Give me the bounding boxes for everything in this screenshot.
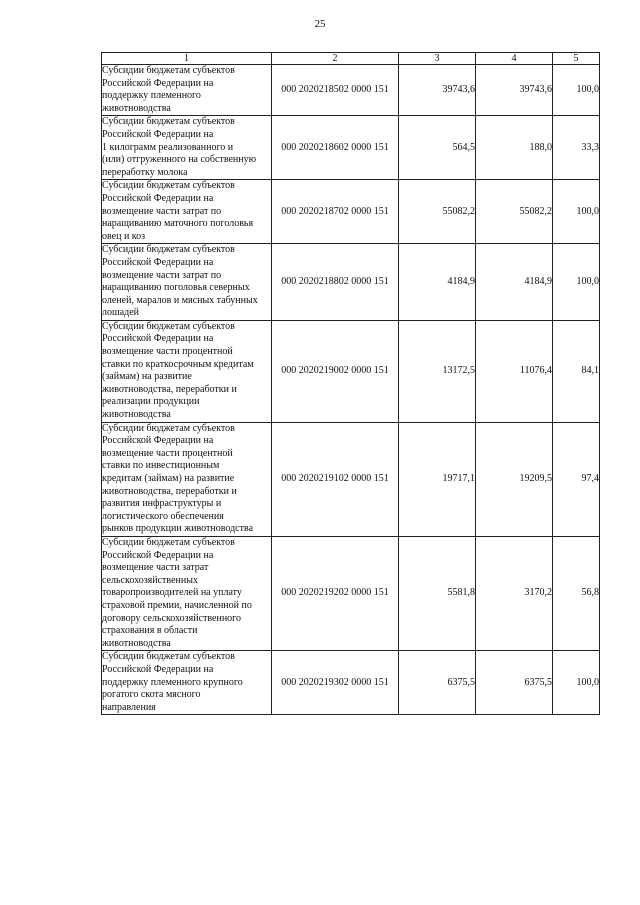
row-percent: 100,0 <box>553 244 600 321</box>
row-description: Субсидии бюджетам субъектов Российской Федерации на возмещение части затрат по наращиванию маточного поголовья овец и коз <box>102 180 272 244</box>
row-budget-code: 000 2020219302 0000 151 <box>272 651 399 715</box>
row-description: Субсидии бюджетам субъектов Российской Федерации на поддержку племенного животноводства <box>102 65 272 116</box>
row-budget-code: 000 2020218802 0000 151 <box>272 244 399 321</box>
row-percent: 56,8 <box>553 536 600 650</box>
row-value-col3: 19717,1 <box>399 422 476 536</box>
row-value-col4: 188,0 <box>476 116 553 180</box>
row-value-col4: 55082,2 <box>476 180 553 244</box>
row-description: Субсидии бюджетам субъектов Российской Федерации на возмещение части затрат по наращиванию поголовья северных оленей, маралов и мясных табунных лошадей <box>102 244 272 321</box>
row-budget-code: 000 2020218502 0000 151 <box>272 65 399 116</box>
row-value-col3: 5581,8 <box>399 536 476 650</box>
table-row <box>102 320 600 422</box>
row-description: Субсидии бюджетам субъектов Российской Федерации на возмещение части процентной ставки по инвестиционным кредитам (займам) на развитие животноводства, переработки и развития инфраструктуры и логистического обеспечения рынков продукции животноводства <box>102 422 272 536</box>
row-description: Субсидии бюджетам субъектов Российской Федерации на 1 килограмм реализованного и (или) отгруженного на собственную переработку молока <box>102 116 272 180</box>
row-value-col4: 6375,5 <box>476 651 553 715</box>
row-value-col4: 11076,4 <box>476 320 553 422</box>
header-col-2: 2 <box>272 53 399 65</box>
row-percent: 97,4 <box>553 422 600 536</box>
row-budget-code: 000 2020219102 0000 151 <box>272 422 399 536</box>
table-row <box>102 116 600 180</box>
row-budget-code: 000 2020219202 0000 151 <box>272 536 399 650</box>
table-row <box>102 180 600 244</box>
row-value-col4: 19209,5 <box>476 422 553 536</box>
row-value-col3: 55082,2 <box>399 180 476 244</box>
row-percent: 100,0 <box>553 180 600 244</box>
row-value-col3: 564,5 <box>399 116 476 180</box>
row-value-col3: 4184,9 <box>399 244 476 321</box>
row-percent: 33,3 <box>553 116 600 180</box>
row-description: Субсидии бюджетам субъектов Российской Федерации на поддержку племенного крупного рогатого скота мясного направления <box>102 651 272 715</box>
row-description: Субсидии бюджетам субъектов Российской Федерации на возмещение части процентной ставки по краткосрочным кредитам (займам) на развитие животноводства, переработки и реализации продукции животноводства <box>102 320 272 422</box>
header-col-5: 5 <box>553 53 600 65</box>
header-col-3: 3 <box>399 53 476 65</box>
table-row <box>102 65 600 116</box>
row-budget-code: 000 2020218602 0000 151 <box>272 116 399 180</box>
page-number: 25 <box>314 18 326 30</box>
table-row <box>102 651 600 715</box>
row-percent: 84,1 <box>553 320 600 422</box>
row-value-col3: 6375,5 <box>399 651 476 715</box>
header-col-1: 1 <box>102 53 272 65</box>
table-header-row <box>102 53 600 65</box>
header-col-4: 4 <box>476 53 553 65</box>
table-row <box>102 536 600 650</box>
row-percent: 100,0 <box>553 65 600 116</box>
row-value-col3: 13172,5 <box>399 320 476 422</box>
row-value-col4: 39743,6 <box>476 65 553 116</box>
budget-table <box>101 52 600 715</box>
row-budget-code: 000 2020219002 0000 151 <box>272 320 399 422</box>
table-row <box>102 244 600 321</box>
row-description: Субсидии бюджетам субъектов Российской Федерации на возмещение части затрат сельскохозяйственных товаропроизводителей на уплату страховой премии, начисленной по договору сельскохозяйственного страхования в области животноводства <box>102 536 272 650</box>
row-budget-code: 000 2020218702 0000 151 <box>272 180 399 244</box>
row-value-col3: 39743,6 <box>399 65 476 116</box>
row-value-col4: 4184,9 <box>476 244 553 321</box>
table-row <box>102 422 600 536</box>
row-percent: 100,0 <box>553 651 600 715</box>
row-value-col4: 3170,2 <box>476 536 553 650</box>
